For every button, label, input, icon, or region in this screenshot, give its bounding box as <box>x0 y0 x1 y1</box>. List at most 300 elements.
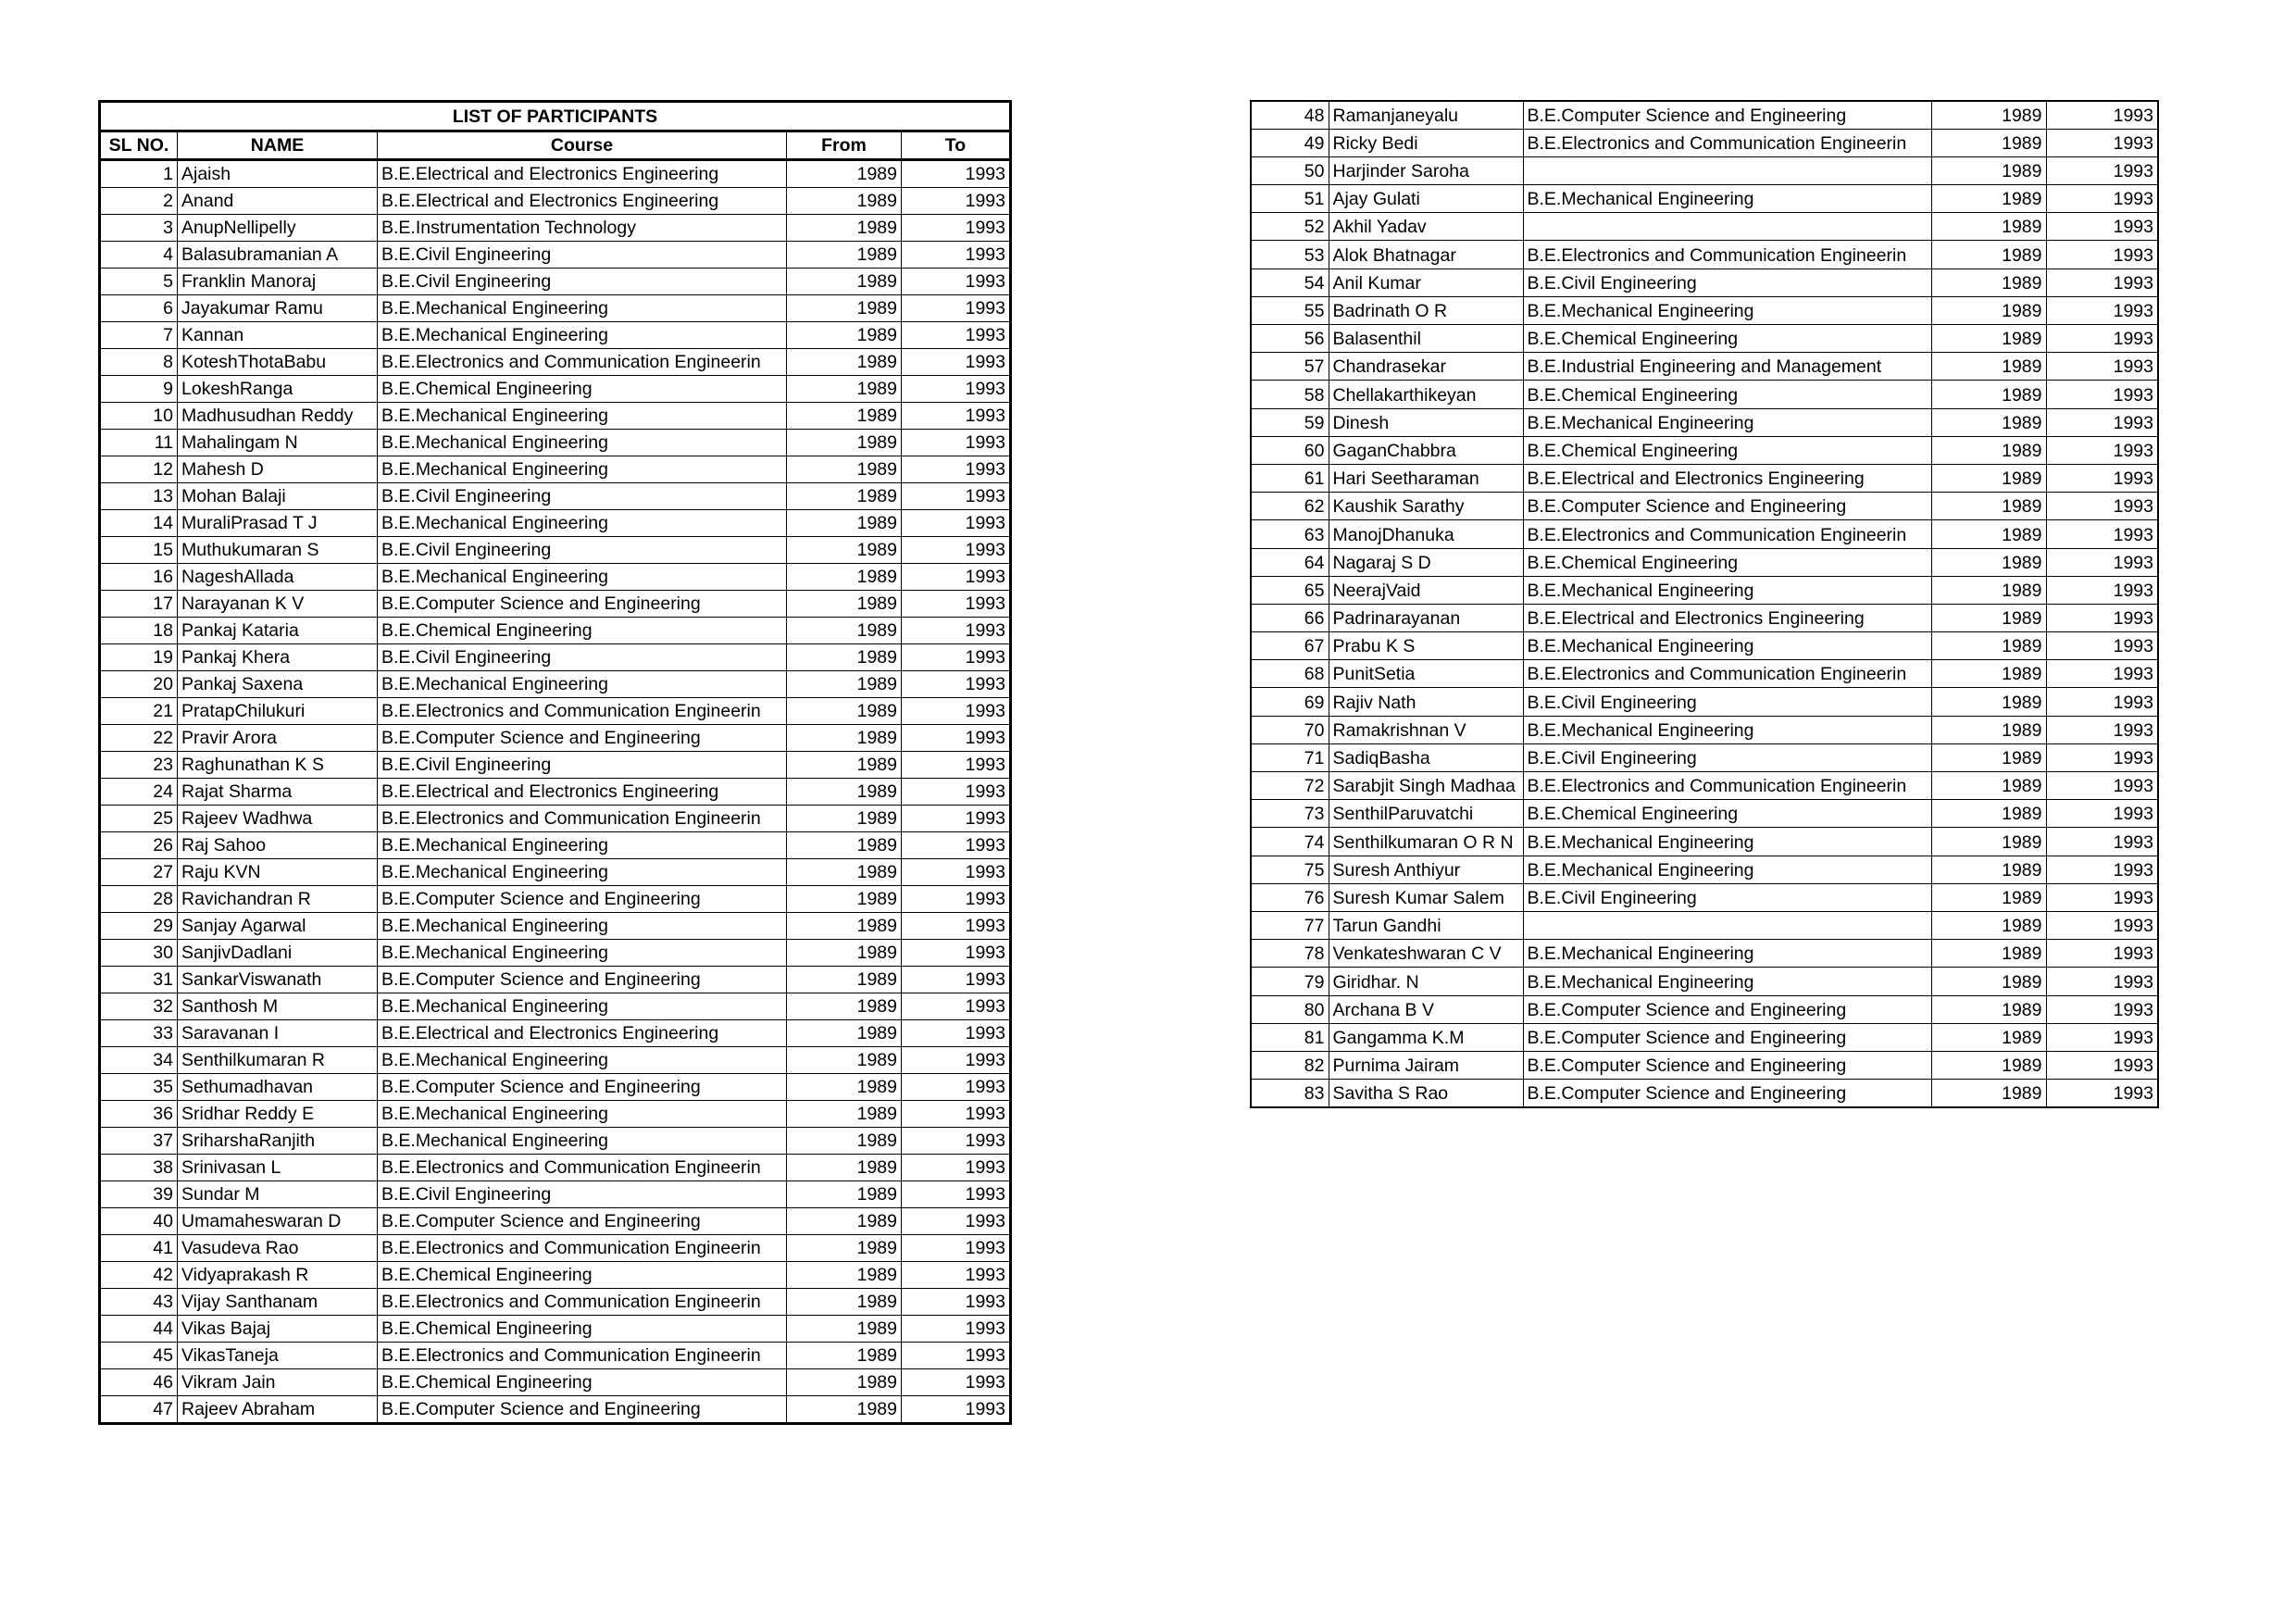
to-year-cell: 1993 <box>902 537 1011 564</box>
course-cell: B.E.Chemical Engineering <box>1523 800 1931 828</box>
from-year-cell: 1989 <box>1931 241 2046 269</box>
sl-no-cell: 16 <box>100 564 178 591</box>
to-year-cell: 1993 <box>902 269 1011 295</box>
course-cell: B.E.Computer Science and Engineering <box>378 967 787 993</box>
to-year-cell: 1993 <box>2046 940 2158 968</box>
sl-no-cell: 28 <box>100 886 178 913</box>
course-cell: B.E.Mechanical Engineering <box>378 832 787 859</box>
from-year-cell: 1989 <box>1931 353 2046 381</box>
course-cell: B.E.Mechanical Engineering <box>378 671 787 698</box>
from-year-cell: 1989 <box>787 1369 902 1396</box>
to-year-cell: 1993 <box>2046 296 2158 324</box>
name-cell: Chellakarthikeyan <box>1329 381 1523 408</box>
to-year-cell: 1993 <box>902 644 1011 671</box>
name-cell: PunitSetia <box>1329 660 1523 688</box>
name-cell: Nagaraj S D <box>1329 548 1523 576</box>
from-year-cell: 1989 <box>1931 381 2046 408</box>
course-cell: B.E.Mechanical Engineering <box>1523 716 1931 743</box>
course-cell: B.E.Computer Science and Engineering <box>1523 1051 1931 1079</box>
column-header-from: From <box>787 131 902 160</box>
course-cell: B.E.Mechanical Engineering <box>378 1101 787 1128</box>
course-cell: B.E.Civil Engineering <box>378 483 787 510</box>
name-cell: Alok Bhatnagar <box>1329 241 1523 269</box>
from-year-cell: 1989 <box>1931 129 2046 156</box>
sl-no-cell: 7 <box>100 322 178 349</box>
course-cell: B.E.Computer Science and Engineering <box>378 725 787 752</box>
from-year-cell: 1989 <box>787 1074 902 1101</box>
column-header-sl-no: SL NO. <box>100 131 178 160</box>
sl-no-cell: 67 <box>1251 632 1329 660</box>
table-header-row <box>100 131 1011 160</box>
course-cell: B.E.Mechanical Engineering <box>1523 828 1931 856</box>
table-row <box>100 456 1011 483</box>
sl-no-cell: 37 <box>100 1128 178 1155</box>
to-year-cell: 1993 <box>2046 883 2158 911</box>
participants-table-right <box>1250 100 2159 1108</box>
to-year-cell: 1993 <box>2046 995 2158 1023</box>
from-year-cell: 1989 <box>1931 101 2046 129</box>
course-cell: B.E.Civil Engineering <box>1523 743 1931 771</box>
course-cell: B.E.Chemical Engineering <box>1523 381 1931 408</box>
course-cell: B.E.Computer Science and Engineering <box>1523 101 1931 129</box>
name-cell: MuraliPrasad T J <box>178 510 378 537</box>
course-cell: B.E.Mechanical Engineering <box>1523 968 1931 995</box>
table-row <box>100 1181 1011 1208</box>
sl-no-cell: 72 <box>1251 772 1329 800</box>
sl-no-cell: 17 <box>100 591 178 618</box>
from-year-cell: 1989 <box>787 510 902 537</box>
to-year-cell: 1993 <box>2046 660 2158 688</box>
from-year-cell: 1989 <box>787 188 902 215</box>
name-cell: Giridhar. N <box>1329 968 1523 995</box>
course-cell: B.E.Mechanical Engineering <box>1523 408 1931 436</box>
course-cell: B.E.Electronics and Communication Engineerin <box>378 1289 787 1316</box>
table-row <box>100 1369 1011 1396</box>
table-row <box>1251 185 2158 213</box>
course-cell: B.E.Industrial Engineering and Management <box>1523 353 1931 381</box>
table-row <box>1251 828 2158 856</box>
name-cell: Sridhar Reddy E <box>178 1101 378 1128</box>
to-year-cell: 1993 <box>2046 464 2158 492</box>
name-cell: VikasTaneja <box>178 1343 378 1369</box>
table-row <box>100 483 1011 510</box>
sl-no-cell: 36 <box>100 1101 178 1128</box>
sl-no-cell: 47 <box>100 1396 178 1424</box>
name-cell: Senthilkumaran O R N <box>1329 828 1523 856</box>
sl-no-cell: 79 <box>1251 968 1329 995</box>
sl-no-cell: 58 <box>1251 381 1329 408</box>
sl-no-cell: 46 <box>100 1369 178 1396</box>
table-row <box>100 1020 1011 1047</box>
sl-no-cell: 10 <box>100 403 178 430</box>
course-cell: B.E.Computer Science and Engineering <box>378 591 787 618</box>
table-row <box>100 403 1011 430</box>
sl-no-cell: 80 <box>1251 995 1329 1023</box>
to-year-cell: 1993 <box>902 1020 1011 1047</box>
from-year-cell: 1989 <box>1931 688 2046 716</box>
to-year-cell: 1993 <box>2046 520 2158 548</box>
name-cell: Balasenthil <box>1329 325 1523 353</box>
table-row <box>1251 968 2158 995</box>
column-header-course: Course <box>378 131 787 160</box>
from-year-cell: 1989 <box>787 993 902 1020</box>
to-year-cell: 1993 <box>2046 743 2158 771</box>
from-year-cell: 1989 <box>787 698 902 725</box>
to-year-cell: 1993 <box>2046 772 2158 800</box>
sl-no-cell: 24 <box>100 779 178 806</box>
to-year-cell: 1993 <box>2046 436 2158 464</box>
name-cell: Kaushik Sarathy <box>1329 493 1523 520</box>
course-cell: B.E.Civil Engineering <box>378 752 787 779</box>
sl-no-cell: 78 <box>1251 940 1329 968</box>
to-year-cell: 1993 <box>902 1316 1011 1343</box>
name-cell: Rajeev Wadhwa <box>178 806 378 832</box>
course-cell: B.E.Electronics and Communication Engineerin <box>378 349 787 376</box>
table-row <box>1251 743 2158 771</box>
to-year-cell: 1993 <box>2046 381 2158 408</box>
to-year-cell: 1993 <box>902 1262 1011 1289</box>
name-cell: Archana B V <box>1329 995 1523 1023</box>
name-cell: Muthukumaran S <box>178 537 378 564</box>
table-row <box>100 564 1011 591</box>
to-year-cell: 1993 <box>902 376 1011 403</box>
sl-no-cell: 18 <box>100 618 178 644</box>
name-cell: Prabu K S <box>1329 632 1523 660</box>
sl-no-cell: 15 <box>100 537 178 564</box>
to-year-cell: 1993 <box>2046 1023 2158 1051</box>
sl-no-cell: 1 <box>100 160 178 188</box>
name-cell: Ajaish <box>178 160 378 188</box>
course-cell: B.E.Mechanical Engineering <box>378 295 787 322</box>
name-cell: Akhil Yadav <box>1329 213 1523 241</box>
name-cell: NageshAllada <box>178 564 378 591</box>
course-cell: B.E.Electrical and Electronics Engineering <box>1523 604 1931 631</box>
to-year-cell: 1993 <box>902 483 1011 510</box>
course-cell: B.E.Chemical Engineering <box>378 618 787 644</box>
sl-no-cell: 52 <box>1251 213 1329 241</box>
from-year-cell: 1989 <box>787 671 902 698</box>
name-cell: Sanjay Agarwal <box>178 913 378 940</box>
name-cell: Harjinder Saroha <box>1329 156 1523 184</box>
sl-no-cell: 4 <box>100 242 178 269</box>
table-row <box>100 322 1011 349</box>
name-cell: Gangamma K.M <box>1329 1023 1523 1051</box>
sl-no-cell: 59 <box>1251 408 1329 436</box>
from-year-cell: 1989 <box>1931 520 2046 548</box>
name-cell: Ricky Bedi <box>1329 129 1523 156</box>
column-header-to: To <box>902 131 1011 160</box>
to-year-cell: 1993 <box>902 1155 1011 1181</box>
to-year-cell: 1993 <box>2046 493 2158 520</box>
sl-no-cell: 63 <box>1251 520 1329 548</box>
from-year-cell: 1989 <box>1931 493 2046 520</box>
name-cell: ManojDhanuka <box>1329 520 1523 548</box>
table-row <box>100 859 1011 886</box>
sl-no-cell: 39 <box>100 1181 178 1208</box>
table-row <box>1251 381 2158 408</box>
sl-no-cell: 20 <box>100 671 178 698</box>
to-year-cell: 1993 <box>902 510 1011 537</box>
course-cell <box>1523 156 1931 184</box>
name-cell: Mahalingam N <box>178 430 378 456</box>
to-year-cell: 1993 <box>902 1074 1011 1101</box>
to-year-cell: 1993 <box>902 859 1011 886</box>
from-year-cell: 1989 <box>1931 296 2046 324</box>
from-year-cell: 1989 <box>1931 436 2046 464</box>
from-year-cell: 1989 <box>787 269 902 295</box>
to-year-cell: 1993 <box>902 886 1011 913</box>
name-cell: Pankaj Kataria <box>178 618 378 644</box>
name-cell: Suresh Kumar Salem <box>1329 883 1523 911</box>
table-row <box>100 671 1011 698</box>
course-cell: B.E.Mechanical Engineering <box>1523 632 1931 660</box>
from-year-cell: 1989 <box>1931 716 2046 743</box>
table-row <box>1251 129 2158 156</box>
participants-table-left <box>98 100 1012 1425</box>
sl-no-cell: 41 <box>100 1235 178 1262</box>
to-year-cell: 1993 <box>2046 548 2158 576</box>
from-year-cell: 1989 <box>787 1155 902 1181</box>
name-cell: Pankaj Saxena <box>178 671 378 698</box>
to-year-cell: 1993 <box>902 322 1011 349</box>
sl-no-cell: 43 <box>100 1289 178 1316</box>
sl-no-cell: 25 <box>100 806 178 832</box>
course-cell: B.E.Electrical and Electronics Engineering <box>378 160 787 188</box>
course-cell: B.E.Electronics and Communication Engineerin <box>378 698 787 725</box>
to-year-cell: 1993 <box>902 215 1011 242</box>
course-cell: B.E.Electrical and Electronics Engineering <box>378 779 787 806</box>
table-row <box>1251 800 2158 828</box>
sl-no-cell: 76 <box>1251 883 1329 911</box>
sl-no-cell: 12 <box>100 456 178 483</box>
table-row <box>100 1101 1011 1128</box>
from-year-cell: 1989 <box>787 1396 902 1424</box>
sl-no-cell: 13 <box>100 483 178 510</box>
table-row <box>100 940 1011 967</box>
to-year-cell: 1993 <box>902 188 1011 215</box>
name-cell: Anil Kumar <box>1329 269 1523 296</box>
name-cell: Venkateshwaran C V <box>1329 940 1523 968</box>
from-year-cell: 1989 <box>1931 185 2046 213</box>
from-year-cell: 1989 <box>1931 743 2046 771</box>
name-cell: NeerajVaid <box>1329 576 1523 604</box>
to-year-cell: 1993 <box>902 1128 1011 1155</box>
from-year-cell: 1989 <box>787 618 902 644</box>
from-year-cell: 1989 <box>787 1343 902 1369</box>
sl-no-cell: 23 <box>100 752 178 779</box>
to-year-cell: 1993 <box>902 160 1011 188</box>
table-row <box>1251 213 2158 241</box>
name-cell: Vikas Bajaj <box>178 1316 378 1343</box>
from-year-cell: 1989 <box>1931 856 2046 883</box>
from-year-cell: 1989 <box>787 644 902 671</box>
to-year-cell: 1993 <box>902 456 1011 483</box>
from-year-cell: 1989 <box>1931 213 2046 241</box>
sl-no-cell: 50 <box>1251 156 1329 184</box>
course-cell: B.E.Mechanical Engineering <box>1523 856 1931 883</box>
course-cell: B.E.Computer Science and Engineering <box>1523 995 1931 1023</box>
course-cell: B.E.Chemical Engineering <box>378 1369 787 1396</box>
from-year-cell: 1989 <box>787 1235 902 1262</box>
table-row <box>1251 436 2158 464</box>
sl-no-cell: 29 <box>100 913 178 940</box>
from-year-cell: 1989 <box>1931 576 2046 604</box>
sl-no-cell: 69 <box>1251 688 1329 716</box>
table-row <box>100 1208 1011 1235</box>
course-cell: B.E.Mechanical Engineering <box>378 430 787 456</box>
table-row <box>1251 1080 2158 1107</box>
course-cell: B.E.Mechanical Engineering <box>1523 296 1931 324</box>
table-row <box>1251 604 2158 631</box>
sl-no-cell: 65 <box>1251 576 1329 604</box>
table-row <box>100 188 1011 215</box>
table-row <box>1251 856 2158 883</box>
table-row <box>100 376 1011 403</box>
sl-no-cell: 11 <box>100 430 178 456</box>
from-year-cell: 1989 <box>787 1128 902 1155</box>
to-year-cell: 1993 <box>2046 101 2158 129</box>
course-cell: B.E.Mechanical Engineering <box>378 456 787 483</box>
name-cell: LokeshRanga <box>178 376 378 403</box>
name-cell: Raj Sahoo <box>178 832 378 859</box>
from-year-cell: 1989 <box>787 591 902 618</box>
from-year-cell: 1989 <box>787 215 902 242</box>
course-cell: B.E.Electronics and Communication Engineerin <box>1523 520 1931 548</box>
from-year-cell: 1989 <box>1931 883 2046 911</box>
course-cell: B.E.Electronics and Communication Engineerin <box>378 1155 787 1181</box>
table-row <box>100 644 1011 671</box>
name-cell: Padrinarayanan <box>1329 604 1523 631</box>
table-row <box>100 1396 1011 1424</box>
from-year-cell: 1989 <box>787 1181 902 1208</box>
table-row <box>1251 325 2158 353</box>
from-year-cell: 1989 <box>787 940 902 967</box>
to-year-cell: 1993 <box>902 403 1011 430</box>
to-year-cell: 1993 <box>2046 185 2158 213</box>
sl-no-cell: 19 <box>100 644 178 671</box>
from-year-cell: 1989 <box>1931 800 2046 828</box>
course-cell: B.E.Mechanical Engineering <box>378 1047 787 1074</box>
to-year-cell: 1993 <box>902 967 1011 993</box>
from-year-cell: 1989 <box>1931 660 2046 688</box>
course-cell: B.E.Mechanical Engineering <box>1523 940 1931 968</box>
sl-no-cell: 45 <box>100 1343 178 1369</box>
course-cell: B.E.Civil Engineering <box>1523 883 1931 911</box>
from-year-cell: 1989 <box>787 483 902 510</box>
from-year-cell: 1989 <box>787 1101 902 1128</box>
from-year-cell: 1989 <box>787 1262 902 1289</box>
sl-no-cell: 74 <box>1251 828 1329 856</box>
table-row <box>1251 576 2158 604</box>
table-row <box>100 779 1011 806</box>
to-year-cell: 1993 <box>902 1047 1011 1074</box>
to-year-cell: 1993 <box>2046 604 2158 631</box>
course-cell: B.E.Mechanical Engineering <box>378 913 787 940</box>
sl-no-cell: 22 <box>100 725 178 752</box>
name-cell: Chandrasekar <box>1329 353 1523 381</box>
from-year-cell: 1989 <box>787 859 902 886</box>
from-year-cell: 1989 <box>1931 269 2046 296</box>
from-year-cell: 1989 <box>1931 1023 2046 1051</box>
sl-no-cell: 21 <box>100 698 178 725</box>
table-row <box>100 993 1011 1020</box>
name-cell: Dinesh <box>1329 408 1523 436</box>
sl-no-cell: 61 <box>1251 464 1329 492</box>
to-year-cell: 1993 <box>2046 241 2158 269</box>
name-cell: Kannan <box>178 322 378 349</box>
sl-no-cell: 81 <box>1251 1023 1329 1051</box>
course-cell: B.E.Electrical and Electronics Engineering <box>1523 464 1931 492</box>
from-year-cell: 1989 <box>787 832 902 859</box>
from-year-cell: 1989 <box>787 1316 902 1343</box>
from-year-cell: 1989 <box>787 1208 902 1235</box>
to-year-cell: 1993 <box>2046 1080 2158 1107</box>
to-year-cell: 1993 <box>902 993 1011 1020</box>
from-year-cell: 1989 <box>787 430 902 456</box>
course-cell: B.E.Mechanical Engineering <box>1523 185 1931 213</box>
name-cell: KoteshThotaBabu <box>178 349 378 376</box>
from-year-cell: 1989 <box>1931 1080 2046 1107</box>
to-year-cell: 1993 <box>902 564 1011 591</box>
course-cell: B.E.Computer Science and Engineering <box>1523 1023 1931 1051</box>
from-year-cell: 1989 <box>787 322 902 349</box>
from-year-cell: 1989 <box>787 242 902 269</box>
name-cell: Ajay Gulati <box>1329 185 1523 213</box>
table-row <box>1251 408 2158 436</box>
sl-no-cell: 40 <box>100 1208 178 1235</box>
name-cell: Pankaj Khera <box>178 644 378 671</box>
course-cell: B.E.Mechanical Engineering <box>1523 576 1931 604</box>
from-year-cell: 1989 <box>1931 604 2046 631</box>
name-cell: Mahesh D <box>178 456 378 483</box>
name-cell: Balasubramanian A <box>178 242 378 269</box>
table-row <box>1251 241 2158 269</box>
from-year-cell: 1989 <box>787 403 902 430</box>
sl-no-cell: 56 <box>1251 325 1329 353</box>
from-year-cell: 1989 <box>787 886 902 913</box>
course-cell: B.E.Civil Engineering <box>378 269 787 295</box>
table-row <box>100 725 1011 752</box>
table-row <box>100 1316 1011 1343</box>
table-row <box>100 349 1011 376</box>
name-cell: Vidyaprakash R <box>178 1262 378 1289</box>
sl-no-cell: 27 <box>100 859 178 886</box>
sl-no-cell: 33 <box>100 1020 178 1047</box>
name-cell: SanjivDadlani <box>178 940 378 967</box>
table-row <box>100 967 1011 993</box>
name-cell: Saravanan I <box>178 1020 378 1047</box>
to-year-cell: 1993 <box>2046 632 2158 660</box>
name-cell: SadiqBasha <box>1329 743 1523 771</box>
table-row <box>100 1235 1011 1262</box>
sl-no-cell: 75 <box>1251 856 1329 883</box>
table-row <box>100 1074 1011 1101</box>
from-year-cell: 1989 <box>1931 632 2046 660</box>
name-cell: Sundar M <box>178 1181 378 1208</box>
name-cell: Sethumadhavan <box>178 1074 378 1101</box>
course-cell: B.E.Mechanical Engineering <box>378 403 787 430</box>
to-year-cell: 1993 <box>2046 1051 2158 1079</box>
table-row <box>100 295 1011 322</box>
to-year-cell: 1993 <box>2046 129 2158 156</box>
from-year-cell: 1989 <box>787 564 902 591</box>
course-cell: B.E.Computer Science and Engineering <box>378 1396 787 1424</box>
name-cell: Mohan Balaji <box>178 483 378 510</box>
course-cell: B.E.Computer Science and Engineering <box>378 1074 787 1101</box>
name-cell: Ravichandran R <box>178 886 378 913</box>
to-year-cell: 1993 <box>902 671 1011 698</box>
table-row <box>100 1262 1011 1289</box>
